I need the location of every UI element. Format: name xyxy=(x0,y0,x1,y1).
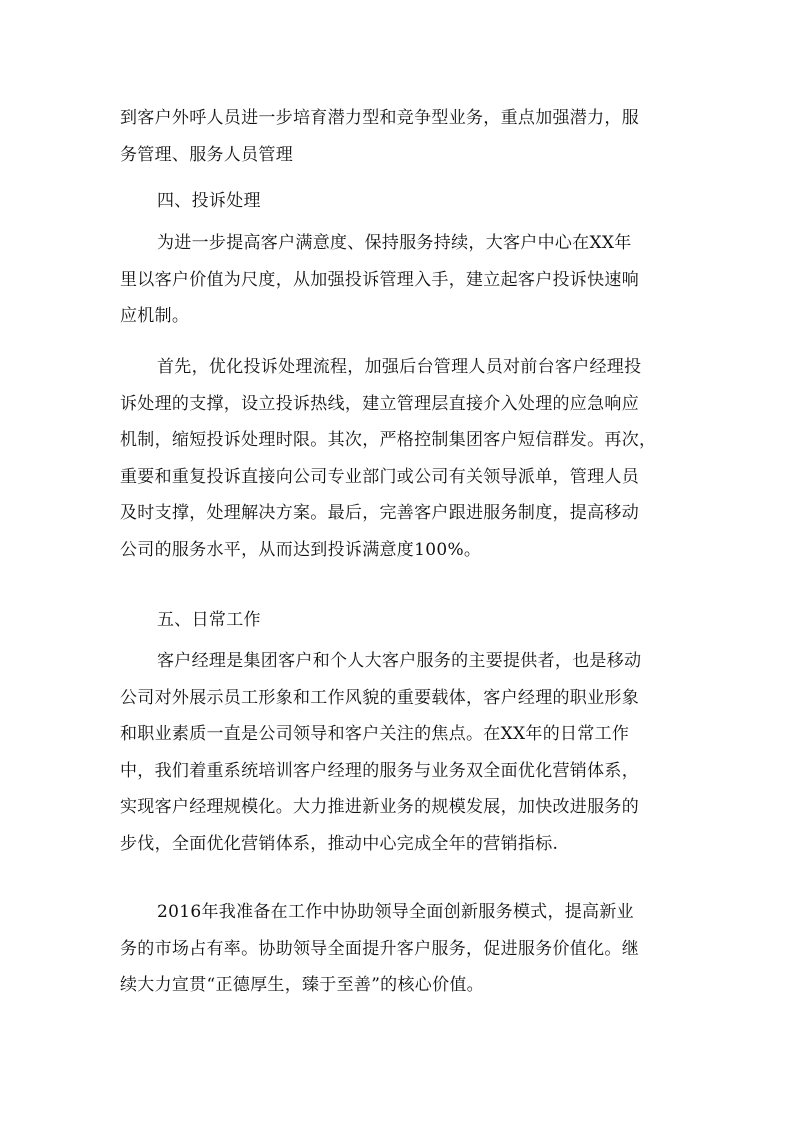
complaint-measures-paragraph xyxy=(120,349,680,568)
text-line: 机制，缩短投诉处理时限。其次，严格控制集团客户短信群发。再次， xyxy=(120,430,657,450)
text-line: 为进一步提高客户满意度、保持服务持续，大客户中心在XX年 xyxy=(157,233,632,253)
text-line: 重要和重复投诉直接向公司专业部门或公司有关领导派单，管理人员 xyxy=(120,466,639,487)
text-line: 公司的服务水平，从而达到投诉满意度100%。 xyxy=(120,539,482,560)
text-line: 首先，优化投诉处理流程，加强后台管理人员对前台客户经理投 xyxy=(157,357,642,377)
plan-2016-paragraph xyxy=(120,894,680,1004)
section-heading-complaint-handling: 四、投诉处理 xyxy=(157,191,261,211)
complaint-intro-paragraph xyxy=(120,225,680,335)
text-line: 务的市场占有率。协助领导全面提升客户服务，促进服务价值化。继 xyxy=(120,938,639,959)
text-line: 及时支撑，处理解决方案。最后，完善客户跟进服务制度，提高移动 xyxy=(120,503,639,523)
text-line: 公司对外展示员工形象和工作风貌的重要载体，客户经理的职业形象 xyxy=(120,687,639,708)
text-line: 到客户外呼人员进一步培育潜力型和竞争型业务，重点加强潜力，服 xyxy=(120,108,639,128)
text-line: 里以客户价值为尺度，从加强投诉管理入手，建立起客户投诉快速响 xyxy=(120,269,639,290)
text-line: 2016年我准备在工作中协助领导全面创新服务模式，提高新业 xyxy=(157,902,634,922)
text-line: 诉处理的支撑，设立投诉热线，建立管理层直接介入处理的应急响应 xyxy=(120,393,639,414)
text-line: 中，我们着重系统培训客户经理的服务与业务双全面优化营销体系， xyxy=(120,760,639,781)
section-heading-daily-work: 五、日常工作 xyxy=(157,610,261,630)
text-line: 务管理、服务人员管理 xyxy=(120,144,293,165)
text-line: 客户经理是集团客户和个人大客户服务的主要提供者，也是移动 xyxy=(157,651,642,671)
text-line: 和职业素质一直是公司领导和客户关注的焦点。在XX年的日常工作 xyxy=(120,724,630,744)
continuation-paragraph xyxy=(120,100,680,173)
text-line: 应机制。 xyxy=(120,306,190,326)
text-line: 续大力宣贯“正德厚生，臻于至善”的核心价值。 xyxy=(120,975,484,995)
text-line: 步伐，全面优化营销体系，推动中心完成全年的营销指标. xyxy=(120,833,559,854)
daily-work-paragraph xyxy=(120,643,680,862)
text-line: 实现客户经理规模化。大力推进新业务的规模发展，加快改进服务的 xyxy=(120,797,639,817)
